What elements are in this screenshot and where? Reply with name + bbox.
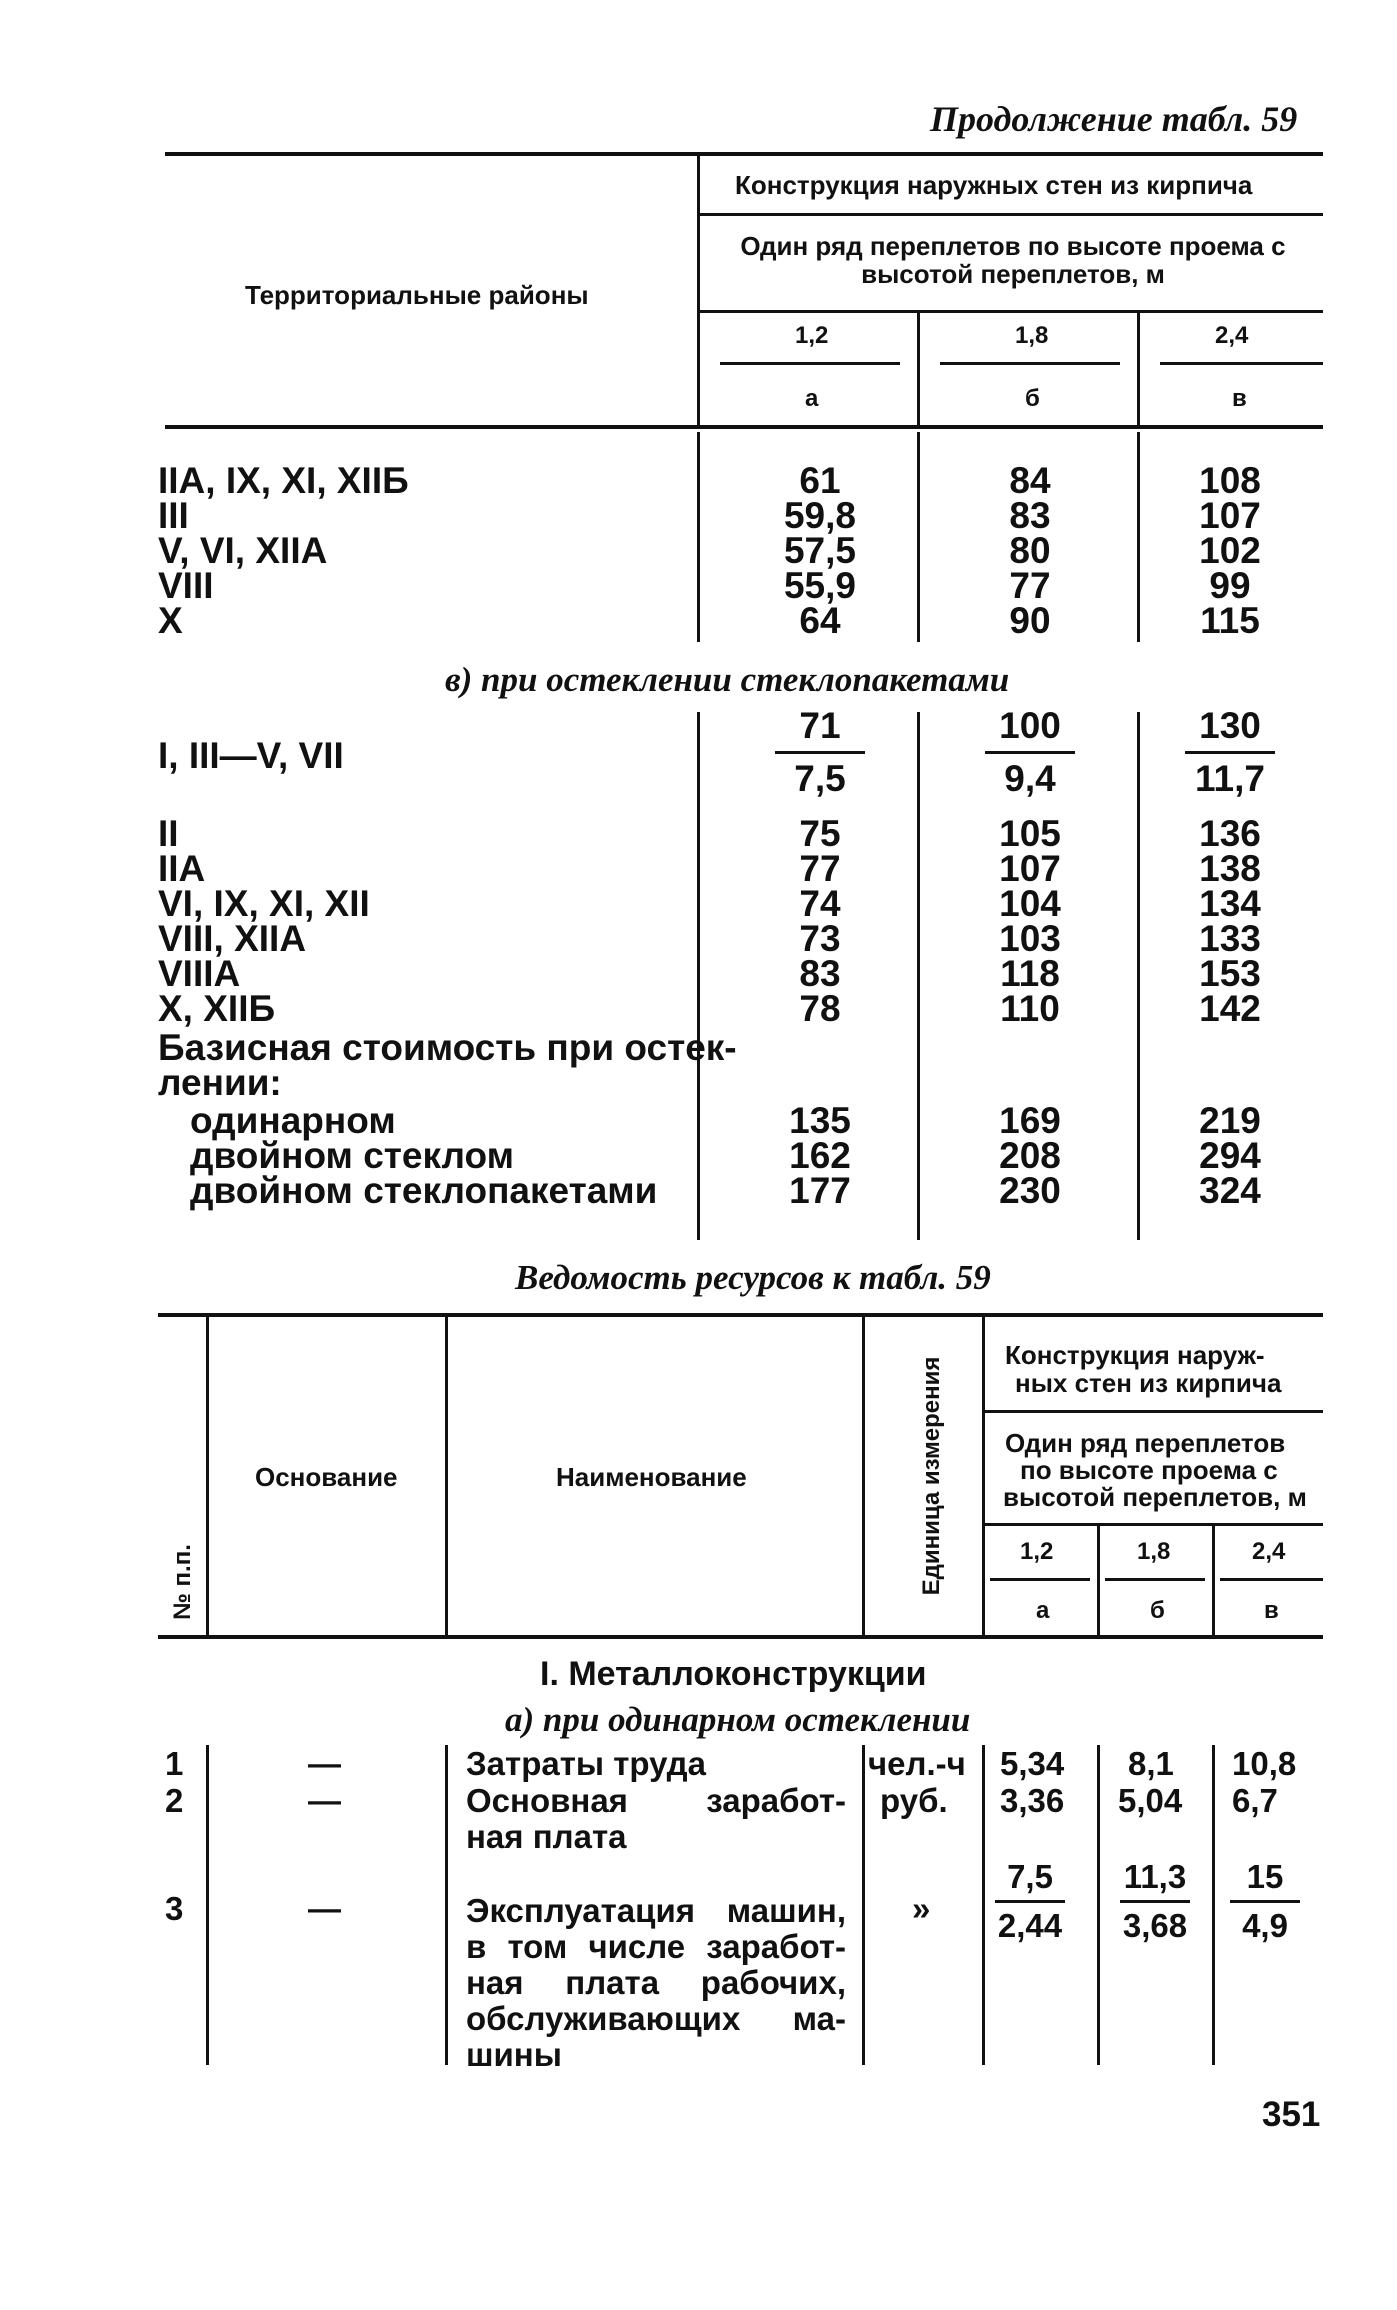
t2-cell: 5,34: [1000, 1745, 1065, 1782]
rule: [940, 362, 1120, 365]
t1-cell: 115: [1200, 600, 1260, 641]
frac-bar: [775, 751, 865, 754]
rule: [1137, 712, 1140, 1240]
t1-cell: 208: [999, 1135, 1061, 1176]
frac-bar: [985, 751, 1075, 754]
t1-cell: 102: [1199, 530, 1261, 571]
rule: [917, 712, 920, 1240]
t1-cell: 133: [1199, 918, 1261, 959]
t1-cell: 169: [999, 1100, 1061, 1141]
t2-cell: 10,8: [1232, 1745, 1297, 1782]
t1-cell: 118: [1000, 953, 1060, 994]
t1-cell: 78: [799, 988, 841, 1029]
t1-cell: 55,9: [783, 565, 856, 606]
t2-height-b: 1,8: [1137, 1538, 1171, 1565]
t1-cell: 153: [1199, 953, 1261, 994]
t2-col-base: Основание: [255, 1462, 398, 1492]
rule: [862, 1745, 865, 2065]
frac-top: 71: [799, 705, 841, 746]
t2-cell: 8,1: [1128, 1745, 1174, 1782]
t2-col-sub-1: Один ряд переплетов: [1005, 1428, 1286, 1458]
t1-row-label: двойном стеклопакетами: [190, 1170, 658, 1211]
t2-row-base: —: [308, 1782, 341, 1819]
t1-cell: 324: [1199, 1170, 1261, 1211]
t2-title: Ведомость ресурсов к табл. 59: [515, 1258, 991, 1297]
continuation-header: Продолжение табл. 59: [930, 99, 1298, 139]
t1-cell: 107: [1199, 495, 1261, 536]
t2-row-base: —: [308, 1745, 341, 1782]
t2-row-name: ная плата рабочих,: [466, 1964, 846, 2001]
t1-cell: 104: [999, 883, 1061, 924]
t1-height-b: 1,8: [1015, 322, 1049, 349]
t1-cell: 57,5: [783, 530, 856, 571]
t2-height-c: 2,4: [1252, 1538, 1286, 1565]
t2-col-sub-3: высотой переплетов, м: [1003, 1482, 1307, 1512]
rule: [720, 362, 900, 365]
t1-cell: 90: [1009, 600, 1051, 641]
t2-row-unit: чел.-ч: [868, 1745, 966, 1782]
t1-cell: 135: [789, 1100, 851, 1141]
rule: [1220, 1578, 1323, 1581]
t1-cell: 134: [1199, 883, 1261, 924]
t2-letter-a: а: [1036, 1597, 1050, 1624]
t1-cell: 138: [1199, 848, 1261, 889]
t1-cell: 74: [799, 883, 841, 924]
rule: [1160, 362, 1323, 365]
t1-letter-b: б: [1025, 385, 1040, 412]
frac-top: 15: [1246, 1858, 1284, 1895]
t2-row-base: —: [308, 1890, 341, 1927]
frac-bottom: 4,9: [1242, 1907, 1288, 1944]
t1-row-label: VIII, XIIА: [158, 918, 307, 959]
frac-top: 130: [1199, 705, 1261, 746]
rule: [982, 1410, 1323, 1413]
rule: [982, 1523, 1323, 1526]
t1-cell: 108: [1199, 460, 1261, 501]
rule: [1137, 312, 1140, 427]
frac-bottom: 9,4: [1004, 758, 1056, 799]
table1-row-head: Территориальные районы: [245, 280, 589, 310]
t1-frac-a: [740, 705, 900, 800]
t2-row-unit: руб.: [880, 1782, 948, 1819]
rule: [445, 1317, 448, 1635]
t2-row-name: ная плата: [466, 1818, 627, 1855]
table1-col-sub: Один ряд переплетов по высоте проема с высотой переплетов, м: [740, 231, 1286, 289]
t2-col-sub-2: по высоте проема с: [1020, 1455, 1278, 1485]
t1-cell: 110: [1000, 988, 1060, 1029]
rule: [917, 312, 920, 427]
t2-frac-a: [960, 1858, 1100, 1945]
t1-cell: 105: [999, 813, 1061, 854]
t2-row-num: 3: [165, 1890, 184, 1927]
t1-row-label: IIА, IX, XI, XIIБ: [158, 460, 409, 501]
t2-section: I. Металлоконструкции: [540, 1655, 927, 1693]
t1-cell: 73: [799, 918, 841, 959]
table1-top-rule: [165, 152, 1323, 156]
rule: [445, 1745, 448, 2065]
frac-bottom: 7,5: [794, 758, 846, 799]
page-number: 351: [1262, 2095, 1321, 2134]
frac-bar: [995, 1900, 1065, 1903]
rule: [697, 712, 700, 1240]
t1-cell: 61: [799, 460, 841, 501]
frac-bottom: 2,44: [997, 1907, 1063, 1944]
t1-row-label: IIА: [158, 848, 206, 889]
rule: [1212, 1525, 1215, 1635]
t1-height-c: 2,4: [1215, 322, 1249, 349]
t1-base-label-1: Базисная стоимость при остек-: [158, 1027, 737, 1068]
t1-row-label: V, VI, XIIА: [158, 530, 328, 571]
t2-row-name: в том числе заработ-: [466, 1928, 846, 1965]
rule: [982, 1317, 985, 1635]
rule: [158, 1313, 1323, 1317]
t1-cell: 75: [799, 813, 841, 854]
t2-letter-b: б: [1150, 1597, 1165, 1624]
rule: [917, 432, 920, 642]
t1-frac-label: I, III—V, VII: [158, 735, 344, 776]
t1-row-label: X, XIIБ: [158, 988, 276, 1029]
t1-cell: 99: [1209, 565, 1251, 606]
t1-cell: 103: [999, 918, 1061, 959]
t2-row-name: Затраты труда: [466, 1745, 706, 1782]
t1-cell: 59,8: [783, 495, 856, 536]
t1-cell: 177: [789, 1170, 851, 1211]
t2-subsection: а) при одинарном остеклении: [505, 1700, 971, 1739]
t2-col-group-1: Конструкция наруж-: [1005, 1340, 1265, 1370]
rule: [1105, 1578, 1205, 1581]
frac-bottom: 11,7: [1195, 758, 1265, 799]
t1-cell: 230: [999, 1170, 1061, 1211]
t2-cell: 5,04: [1118, 1782, 1183, 1819]
t1-row-label: двойном стеклом: [190, 1135, 514, 1176]
t1-row-label: II: [158, 813, 179, 854]
t1-letter-c: в: [1232, 385, 1247, 412]
t1-cell: 77: [1009, 565, 1051, 606]
t2-cell: 3,36: [1000, 1782, 1065, 1819]
rule: [990, 1578, 1090, 1581]
frac-top: 100: [999, 705, 1061, 746]
table1-col-group: Конструкция наружных стен из кирпича: [735, 170, 1253, 200]
t1-cell: 84: [1009, 460, 1051, 501]
t2-row-name: шины: [466, 2036, 562, 2073]
frac-top: 7,5: [1007, 1858, 1053, 1895]
t1-height-a: 1,2: [795, 322, 829, 349]
t1-letter-a: а: [805, 385, 819, 412]
frac-bar: [1185, 751, 1275, 754]
rule: [206, 1317, 209, 1635]
t1-row-label: VIII: [158, 565, 214, 606]
t1-cell: 77: [799, 848, 841, 889]
t1-cell: 64: [799, 600, 841, 641]
t1-frac-b: [950, 705, 1110, 800]
t1-cell: 80: [1009, 530, 1051, 571]
t1-cell: 107: [999, 848, 1061, 889]
t1-base-label-2: лении:: [158, 1062, 282, 1103]
t2-row-num: 2: [165, 1782, 184, 1819]
frac-bar: [1230, 1900, 1300, 1903]
t1-row-label: X: [158, 600, 183, 641]
frac-bottom: 3,68: [1122, 1907, 1188, 1944]
t1-row-label: III: [158, 495, 189, 536]
t2-row-name: обслуживающих ма-: [466, 2000, 846, 2037]
t1-cell: 219: [1199, 1100, 1261, 1141]
t2-height-a: 1,2: [1020, 1538, 1054, 1565]
t2-frac-c: [1200, 1858, 1330, 1945]
t1-row-label: VI, IX, XI, XII: [158, 883, 370, 924]
t2-letter-c: в: [1264, 1597, 1279, 1624]
t1-cell: 162: [789, 1135, 851, 1176]
rule: [862, 1317, 865, 1635]
t2-col-num: № п.п.: [169, 1544, 196, 1620]
frac-bar: [1120, 1900, 1190, 1903]
rule: [1137, 432, 1140, 642]
frac-top: 11,3: [1123, 1858, 1187, 1895]
t2-row-name: Эксплуатация машин,: [466, 1892, 846, 1929]
t1-cell: 294: [1199, 1135, 1261, 1176]
rule: [1097, 1525, 1100, 1635]
t1-section-title: в) при остеклении стеклопакетами: [445, 660, 1010, 699]
rule: [165, 425, 1323, 429]
t1-row-label: одинарном: [190, 1100, 396, 1141]
t1-cell: 142: [1199, 988, 1261, 1029]
t2-cell: 6,7: [1232, 1782, 1278, 1819]
t2-col-group-2: ных стен из кирпича: [1015, 1368, 1282, 1398]
table1-head-divider: [697, 152, 700, 427]
t2-row-unit: »: [912, 1890, 931, 1927]
t2-col-name: Наименование: [556, 1462, 747, 1492]
rule: [206, 1745, 209, 2065]
t2-row-name: Основная заработ-: [466, 1782, 846, 1819]
t2-row-num: 1: [165, 1745, 184, 1782]
t1-row-label: VIIIА: [158, 953, 241, 994]
t1-cell: 83: [799, 953, 841, 994]
rule: [158, 1635, 1323, 1639]
t2-col-unit: Единица измерения: [918, 1356, 945, 1596]
rule: [697, 310, 1323, 313]
t1-cell: 83: [1009, 495, 1051, 536]
t1-frac-c: [1150, 705, 1310, 800]
rule: [697, 213, 1323, 216]
t1-cell: 136: [1199, 813, 1261, 854]
rule: [697, 432, 700, 642]
